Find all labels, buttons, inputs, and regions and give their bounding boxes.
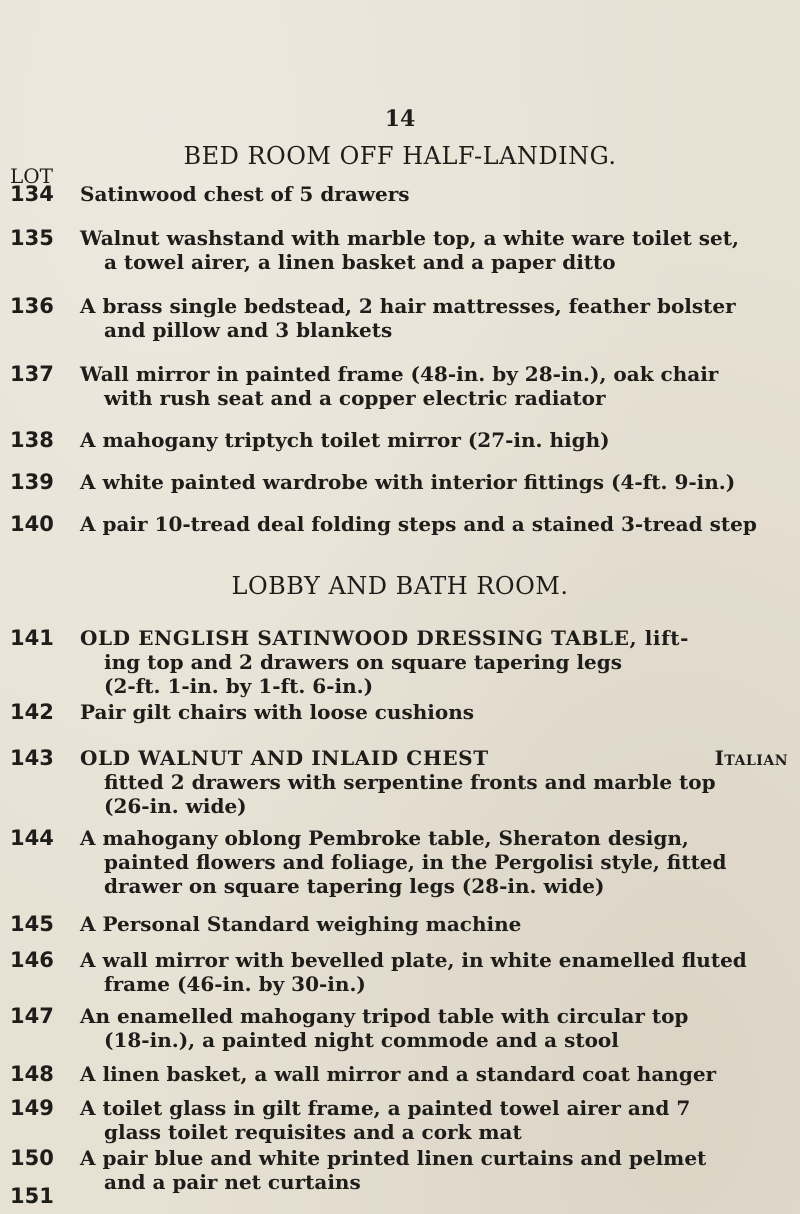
lot-line: fitted 2 drawers with serpentine fronts and marble top — [104, 770, 716, 794]
lot-line: OLD ENGLISH SATINWOOD DRESSING TABLE, lift- — [80, 626, 690, 650]
lot-number: 140 — [10, 512, 54, 536]
lot-number: 139 — [10, 470, 54, 494]
lot-number: 150 — [10, 1146, 54, 1170]
lot-number: 143 — [10, 746, 54, 770]
lot-line: A mahogany triptych toilet mirror (27-in. high) — [80, 428, 610, 452]
lot-line: A mahogany oblong Pembroke table, Sheraton design, — [80, 826, 689, 850]
lot-number: 137 — [10, 362, 54, 386]
lot-line: A white painted wardrobe with interior fittings (4-ft. 9-in.) — [80, 470, 736, 494]
lot-line: A pair 10-tread deal folding steps and a stained 3-tread step — [80, 512, 757, 536]
lot-line: An enamelled mahogany tripod table with circular top — [80, 1004, 689, 1028]
lot-description — [80, 700, 788, 724]
lot-number: 148 — [10, 1062, 54, 1086]
lot-line: a towel airer, a linen basket and a paper ditto — [104, 250, 616, 274]
lot-number: 134 — [10, 182, 54, 206]
lot-number: 147 — [10, 1004, 54, 1028]
lot-line: A pair blue and white printed linen curtains and pelmet — [80, 1146, 707, 1170]
lot-line: painted flowers and foliage, in the Pergolisi style, fitted — [104, 850, 727, 874]
lot-lead: OLD WALNUT AND INLAID CHEST — [80, 746, 489, 770]
page-number: 14 — [384, 106, 416, 132]
lot-number: 145 — [10, 912, 54, 936]
lot-description — [80, 1096, 788, 1144]
lot-line: A toilet glass in gilt frame, a painted towel airer and 7 — [80, 1096, 691, 1120]
lot-description — [80, 948, 788, 996]
lot-line: glass toilet requisites and a cork mat — [104, 1120, 522, 1144]
lot-line: A Personal Standard weighing machine — [80, 912, 522, 936]
lot-number: 146 — [10, 948, 54, 972]
lot-number: 141 — [10, 626, 54, 650]
lot-number: 138 — [10, 428, 54, 452]
lot-line: and a pair net curtains — [104, 1170, 361, 1194]
lot-description — [80, 362, 788, 410]
lot-line: Satinwood chest of 5 drawers — [80, 182, 410, 206]
lot-description — [80, 428, 788, 452]
lot-description — [80, 626, 788, 698]
lot-description — [80, 912, 788, 936]
lot-line: with rush seat and a copper electric radiator — [104, 386, 606, 410]
lot-description — [80, 826, 788, 898]
lot-number: 136 — [10, 294, 54, 318]
lot-description — [80, 1146, 788, 1194]
lot-line: Walnut washstand with marble top, a white ware toilet set, — [80, 226, 739, 250]
lot-line: (18-in.), a painted night commode and a stool — [104, 1028, 619, 1052]
lot-line: Wall mirror in painted frame (48-in. by 28-in.), oak chair — [80, 362, 719, 386]
lot-description — [80, 1004, 788, 1052]
lot-line: frame (46-in. by 30-in.) — [104, 972, 366, 996]
lot-origin: Italian — [714, 746, 788, 770]
lot-line: and pillow and 3 blankets — [104, 318, 393, 342]
lot-description — [80, 182, 788, 206]
lot-line: drawer on square tapering legs (28-in. wide) — [104, 874, 605, 898]
lot-line: Pair gilt chairs with loose cushions — [80, 700, 475, 724]
lot-line: A wall mirror with bevelled plate, in white enamelled fluted — [80, 948, 747, 972]
lot-number: 144 — [10, 826, 54, 850]
lot-number: 151 — [10, 1184, 54, 1208]
lot-description — [80, 746, 788, 818]
lot-description — [80, 512, 788, 536]
lot-line: (26-in. wide) — [104, 794, 247, 818]
lot-line: A brass single bedstead, 2 hair mattresses, feather bolster — [80, 294, 736, 318]
lot-line: A linen basket, a wall mirror and a standard coat hanger — [80, 1062, 717, 1086]
lot-description — [80, 470, 788, 494]
lot-line: ing top and 2 drawers on square tapering legs — [104, 650, 623, 674]
lot-description — [80, 226, 788, 274]
lot-number: 135 — [10, 226, 54, 250]
section-heading-lobby: LOBBY AND BATH ROOM. — [231, 572, 569, 600]
lot-number: 149 — [10, 1096, 54, 1120]
lot-number: 142 — [10, 700, 54, 724]
lot-description — [80, 1062, 788, 1086]
lot-description — [80, 294, 788, 342]
lot-column-label: LOT — [10, 164, 54, 188]
section-heading-bed-room: BED ROOM OFF HALF-LANDING. — [183, 142, 617, 170]
lot-line: (2-ft. 1-in. by 1-ft. 6-in.) — [104, 674, 374, 698]
